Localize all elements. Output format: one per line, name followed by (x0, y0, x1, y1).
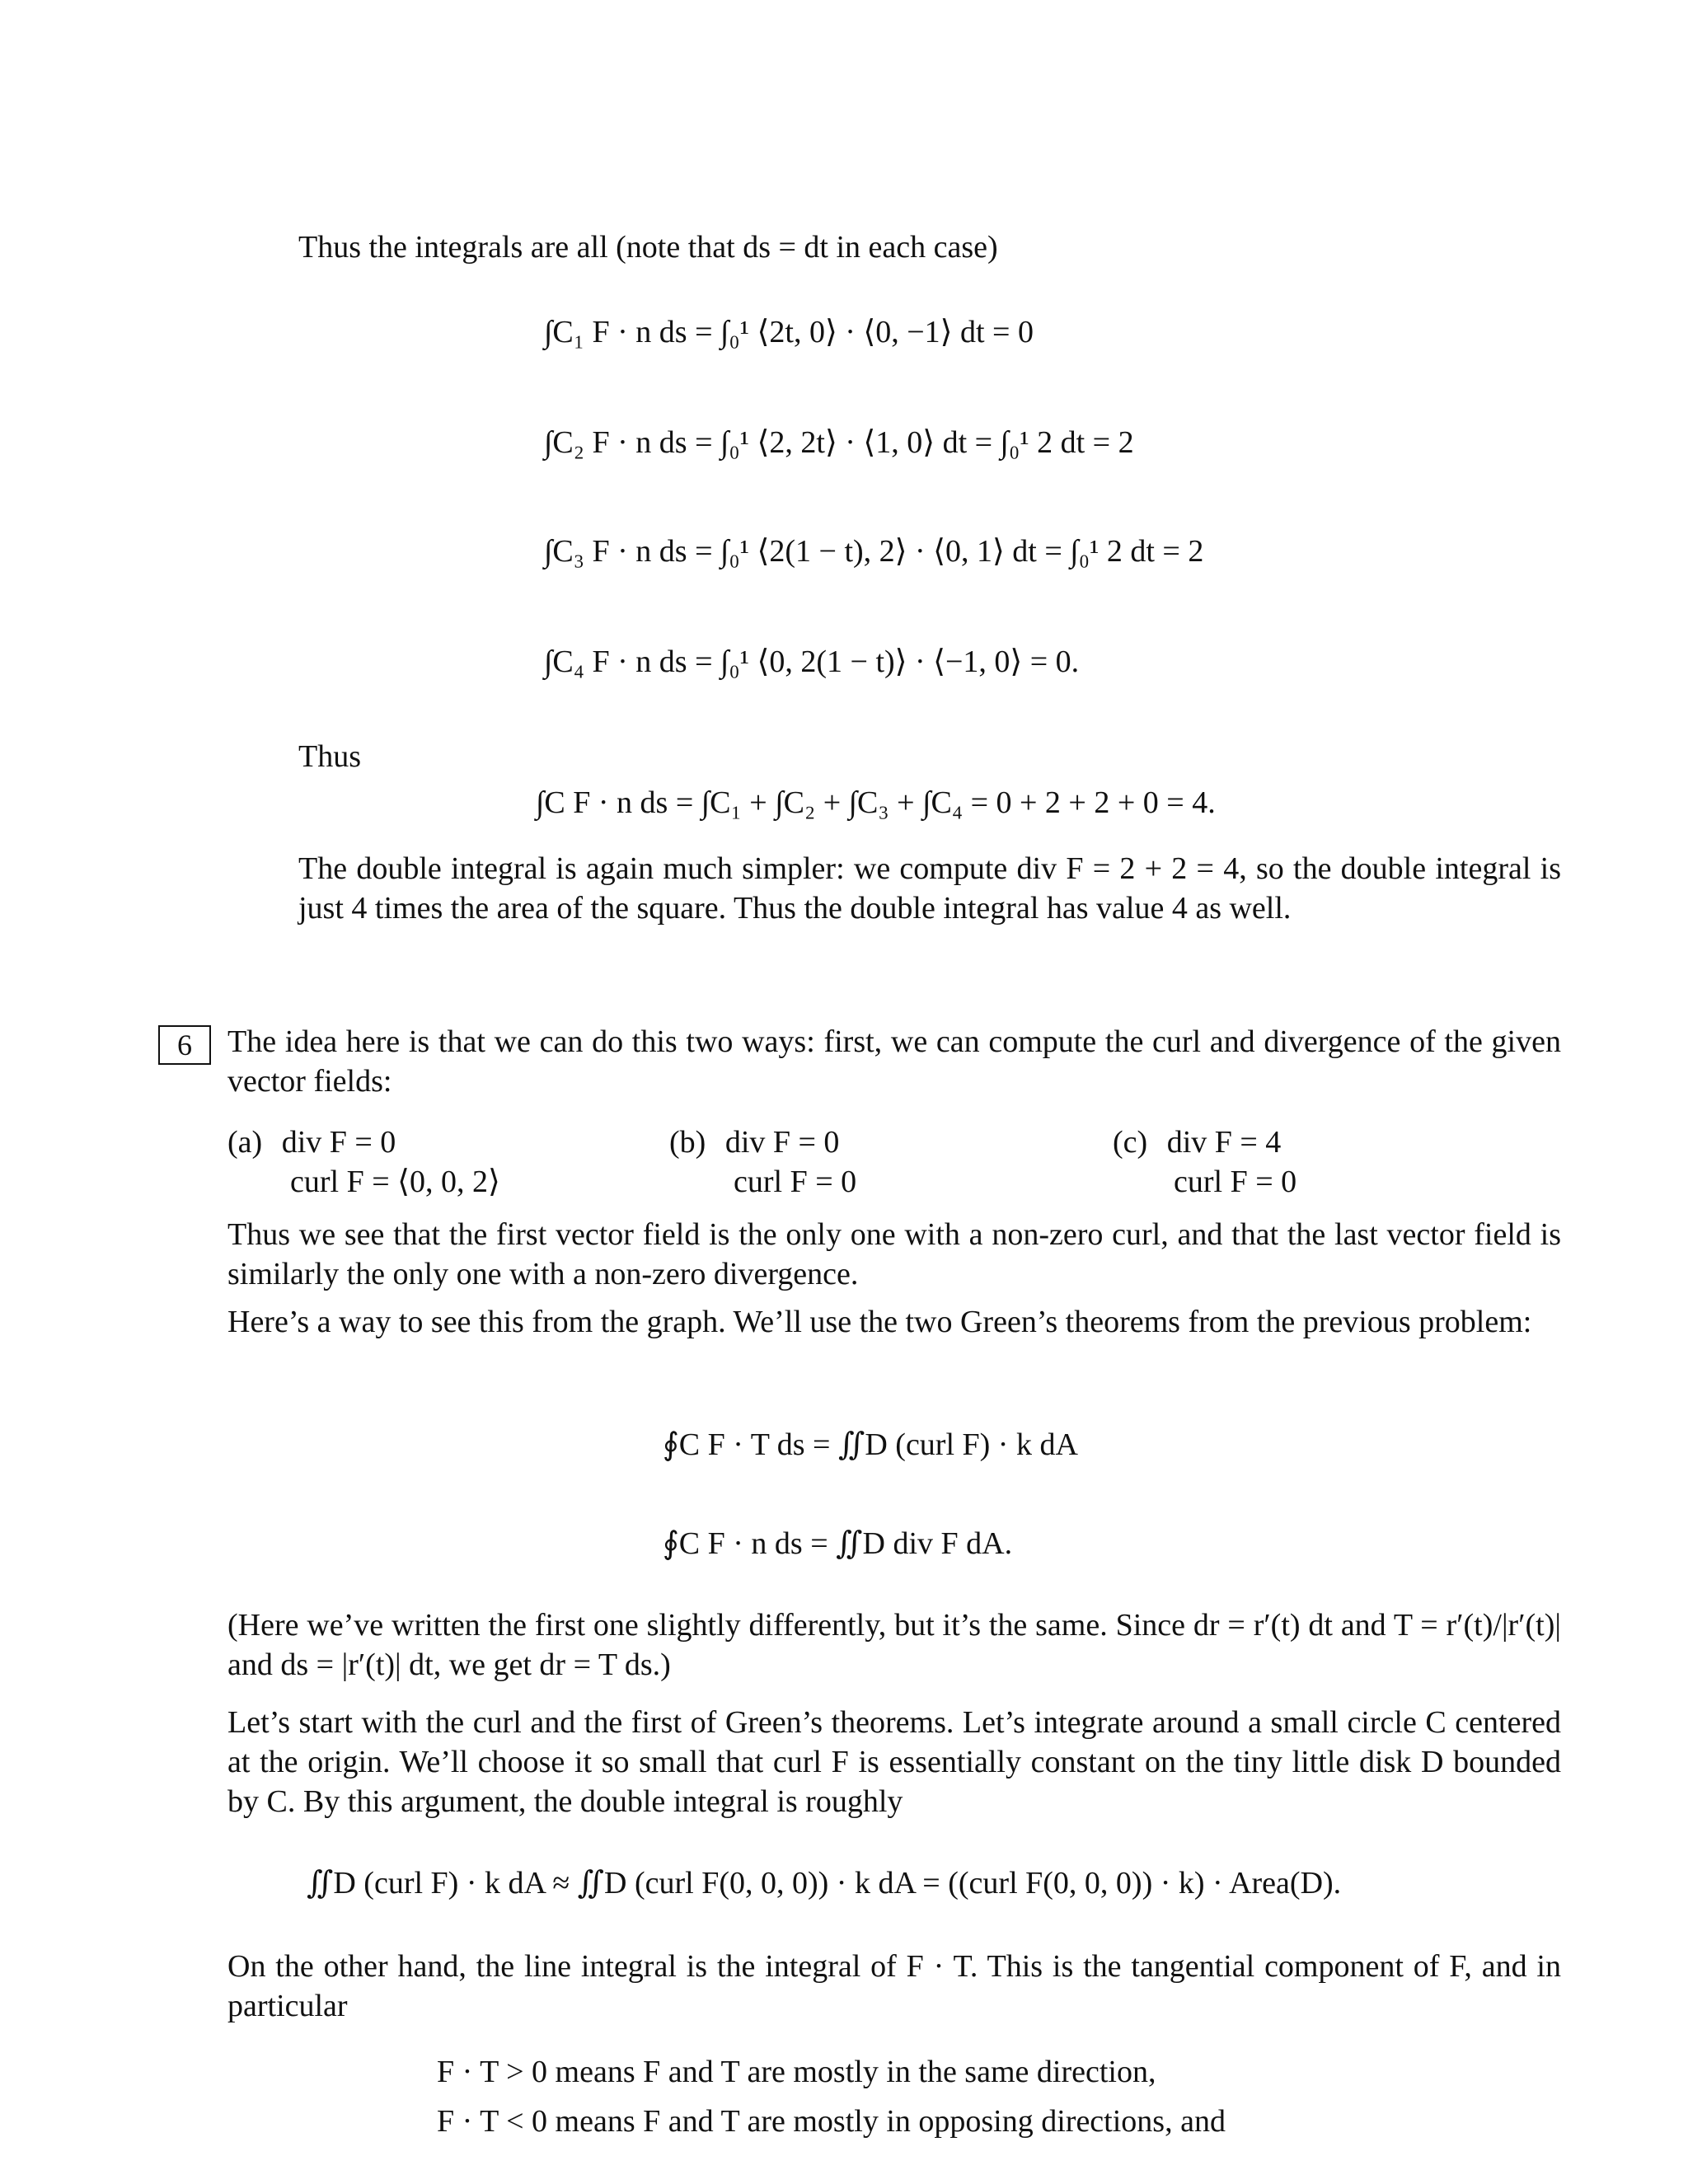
case-positive: F · T > 0 means F and T are mostly in the same direction, (437, 2055, 1156, 2089)
case-b-label: (b) (669, 1125, 706, 1160)
case-c-curl: curl F = 0 (1174, 1165, 1297, 1199)
thus-label: Thus (298, 739, 361, 774)
problem-6-para-5: On the other hand, the line integral is the integral of F · T. This is the tangential component of F, and in particular (227, 1949, 1561, 2023)
green-normal: ∮C F · n ds = ∬D div F dA. (663, 1526, 1013, 1561)
equation-c3: ∫C₃ F · n ds = ∫₀¹ ⟨2(1 − t), 2⟩ · ⟨0, 1⟩ dt = ∫₀¹ 2 dt = 2 (544, 534, 1204, 569)
double-integral-paragraph: The double integral is again much simpler: we compute div F = 2 + 2 = 4, so the double integral is just 4 times the area of the square. Thus the double integral has value 4 as well. (298, 851, 1561, 926)
problem-6-para-1: Thus we see that the first vector field is the only one with a non-zero curl, and that the last vector field is similarly the only one with a non-zero divergence. (227, 1217, 1561, 1291)
intro-text: Thus the integrals are all (note that ds = dt in each case) (298, 230, 998, 265)
equation-c1: ∫C₁ F · n ds = ∫₀¹ ⟨2t, 0⟩ · ⟨0, −1⟩ dt = 0 (544, 315, 1034, 349)
problem-6-intro: The idea here is that we can do this two ways: first, we can compute the curl and divergence of the given vector fields: (227, 1024, 1561, 1099)
equation-c4: ∫C₄ F · n ds = ∫₀¹ ⟨0, 2(1 − t)⟩ · ⟨−1, 0⟩ = 0. (544, 644, 1080, 679)
case-c-label: (c) (1113, 1125, 1148, 1160)
case-b-curl: curl F = 0 (734, 1165, 857, 1199)
case-a (227, 1122, 396, 1162)
case-a-curl: curl F = ⟨0, 0, 2⟩ (290, 1165, 500, 1199)
problem-6-para-2: Here’s a way to see this from the graph. We’ll use the two Green’s theorems from the previous problem: (227, 1305, 1532, 1339)
sum-equation: ∫C F · n ds = ∫C₁ + ∫C₂ + ∫C₃ + ∫C₄ = 0 + 2 + 2 + 0 = 4. (536, 785, 1216, 820)
case-b (669, 1122, 839, 1162)
case-c (1113, 1122, 1281, 1162)
problem-6-para-3: (Here we’ve written the first one slightly differently, but it’s the same. Since dr = r′(t) dt and T = r′(t)/|r′(t)| and ds = |r′(t)| dt, we get dr = T ds.) (227, 1608, 1561, 1682)
case-negative: F · T < 0 means F and T are mostly in opposing directions, and (437, 2104, 1226, 2139)
problem-6-para-4: Let’s start with the curl and the first of Green’s theorems. Let’s integrate around a small circle C centered at the origin. We’ll choose it so small that curl F is essentially constant on the tiny little disk D bounded by C. By this argument, the double integral is roughly (227, 1705, 1561, 1819)
equation-c2: ∫C₂ F · n ds = ∫₀¹ ⟨2, 2t⟩ · ⟨1, 0⟩ dt = ∫₀¹ 2 dt = 2 (544, 425, 1134, 460)
green-tangential: ∮C F · T ds = ∬D (curl F) · k dA (663, 1427, 1078, 1462)
problem-number-box: 6 (158, 1025, 211, 1065)
case-c-div: div F = 4 (1166, 1125, 1282, 1160)
case-a-label: (a) (227, 1125, 263, 1160)
approx-equation: ∬D (curl F) · k dA ≈ ∬D (curl F(0, 0, 0)) · k dA = ((curl F(0, 0, 0)) · k) · Area(D). (307, 1866, 1342, 1900)
case-a-div: div F = 0 (281, 1125, 396, 1160)
case-b-div: div F = 0 (724, 1125, 840, 1160)
